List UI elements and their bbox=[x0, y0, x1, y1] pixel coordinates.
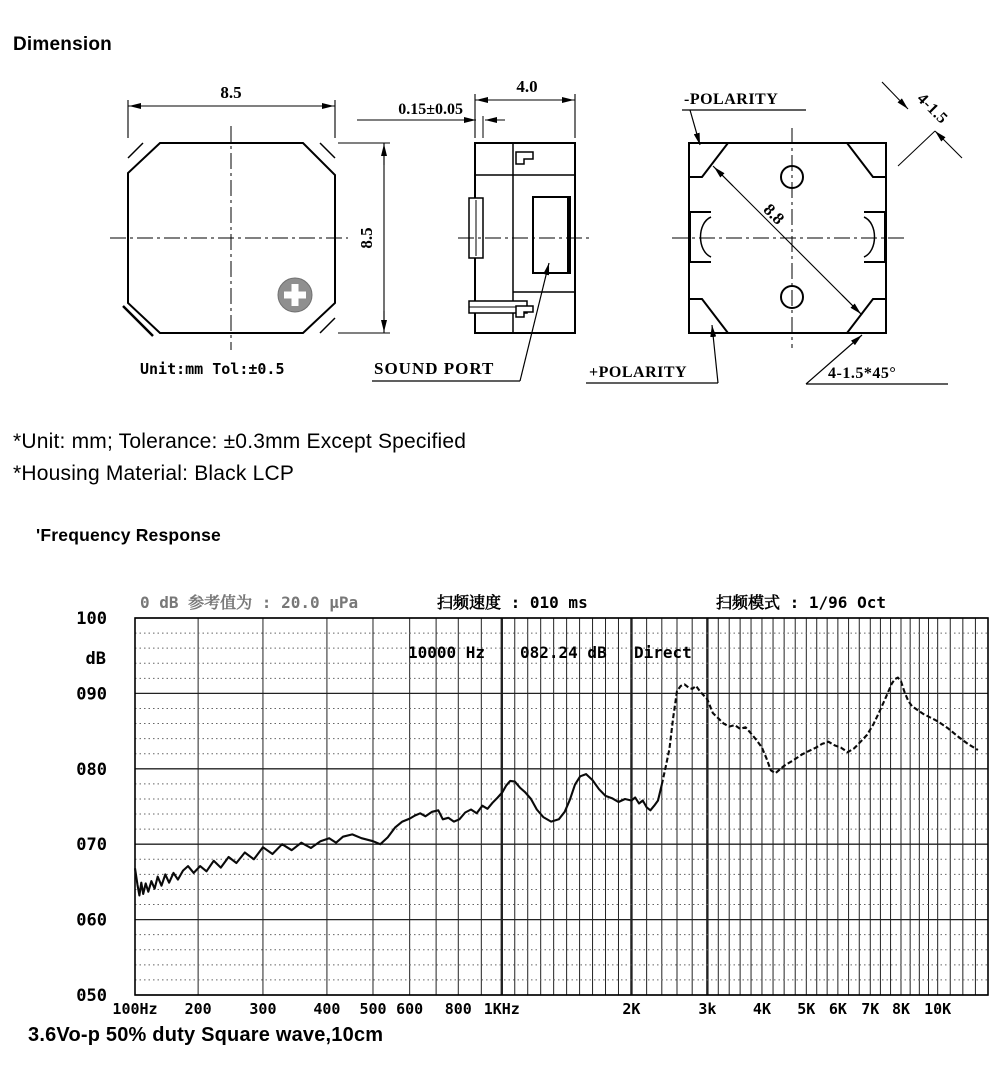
x-tick-label: 7K bbox=[861, 1000, 880, 1018]
x-tick-label: 200 bbox=[184, 1000, 212, 1018]
front-side-dim-label: 8.5 bbox=[357, 227, 376, 249]
gap-dim-lines bbox=[357, 116, 483, 138]
x-tick-label: 1KHz bbox=[483, 1000, 520, 1018]
x-tick-label: 600 bbox=[396, 1000, 424, 1018]
leader-line bbox=[690, 110, 700, 145]
x-tick-label: 8K bbox=[891, 1000, 911, 1018]
sound-port-rect bbox=[533, 197, 570, 273]
y-tick-label: 050 bbox=[76, 986, 107, 1006]
corner-stub-tl bbox=[128, 143, 143, 158]
x-tick-label: 6K bbox=[828, 1000, 847, 1018]
x-tick-label: 400 bbox=[313, 1000, 341, 1018]
x-tick-label: 4K bbox=[752, 1000, 771, 1018]
chart-caption: 3.6Vo-p 50% duty Square wave,10cm bbox=[28, 1024, 384, 1046]
corner-spec-label: 4-1.5*45° bbox=[828, 365, 897, 382]
front-top-dim-label: 8.5 bbox=[220, 83, 242, 102]
corner-dim-ext bbox=[898, 131, 935, 166]
y-tick-label: 090 bbox=[76, 684, 107, 705]
corner-stub-tr bbox=[320, 143, 335, 158]
side-view bbox=[357, 77, 592, 381]
note-material: *Housing Material: Black LCP bbox=[13, 462, 295, 485]
sound-port-label: SOUND PORT bbox=[374, 359, 495, 378]
back-view bbox=[586, 82, 962, 384]
readout-level: 082.24 dB bbox=[520, 643, 607, 662]
y-tick-label: 060 bbox=[76, 910, 107, 931]
x-tick-label: 500 bbox=[359, 1000, 387, 1018]
response-curve-solid bbox=[135, 774, 662, 895]
y-tick-label: 080 bbox=[76, 759, 107, 780]
chart-reference-label: 0 dB 参考值为 : 20.0 μPa bbox=[140, 593, 359, 612]
readout-frequency: 10000 Hz bbox=[408, 643, 486, 662]
x-tick-label: 5K bbox=[797, 1000, 816, 1018]
x-tick-label: 10K bbox=[924, 1000, 952, 1018]
dimension-drawings bbox=[0, 60, 1000, 400]
side-top-dim-label: 4.0 bbox=[516, 77, 538, 96]
dimension-heading: Dimension bbox=[13, 34, 112, 55]
gap-dim-label: 0.15±0.05 bbox=[398, 101, 463, 118]
x-tick-label: 3k bbox=[698, 1000, 717, 1018]
dim-lines-side-top bbox=[475, 94, 575, 138]
x-tick-label: 2K bbox=[622, 1000, 641, 1018]
x-tick-label: 100Hz bbox=[112, 1000, 158, 1018]
x-tick-label: 300 bbox=[249, 1000, 277, 1018]
y-tick-label: 100 bbox=[76, 609, 107, 629]
diag-dim-label: 8.8 bbox=[759, 199, 789, 229]
readout-mode: Direct bbox=[634, 643, 692, 662]
chart-sweep-speed-label: 扫频速度 : 010 ms bbox=[437, 593, 588, 612]
neg-polarity-label: -POLARITY bbox=[684, 91, 779, 108]
frequency-heading: 'Frequency Response bbox=[36, 525, 221, 545]
front-view bbox=[110, 83, 390, 378]
corner-stub-br bbox=[320, 318, 335, 333]
chart-sweep-mode-label: 扫频模式 : 1/96 Oct bbox=[716, 593, 886, 612]
x-tick-label: 800 bbox=[444, 1000, 472, 1018]
y-axis-unit: dB bbox=[85, 649, 106, 669]
frequency-response-chart bbox=[0, 560, 1000, 1060]
corner-dim-label: 4-1.5 bbox=[913, 90, 951, 128]
note-tolerance: *Unit: mm; Tolerance: ±0.3mm Except Specified bbox=[13, 430, 467, 453]
pos-polarity-label: +POLARITY bbox=[589, 364, 688, 381]
y-tick-label: 070 bbox=[76, 835, 107, 856]
unit-note: Unit:mm Tol:±0.5 bbox=[140, 360, 285, 378]
dim-arrow bbox=[882, 82, 908, 109]
dim-arrow bbox=[935, 131, 962, 158]
